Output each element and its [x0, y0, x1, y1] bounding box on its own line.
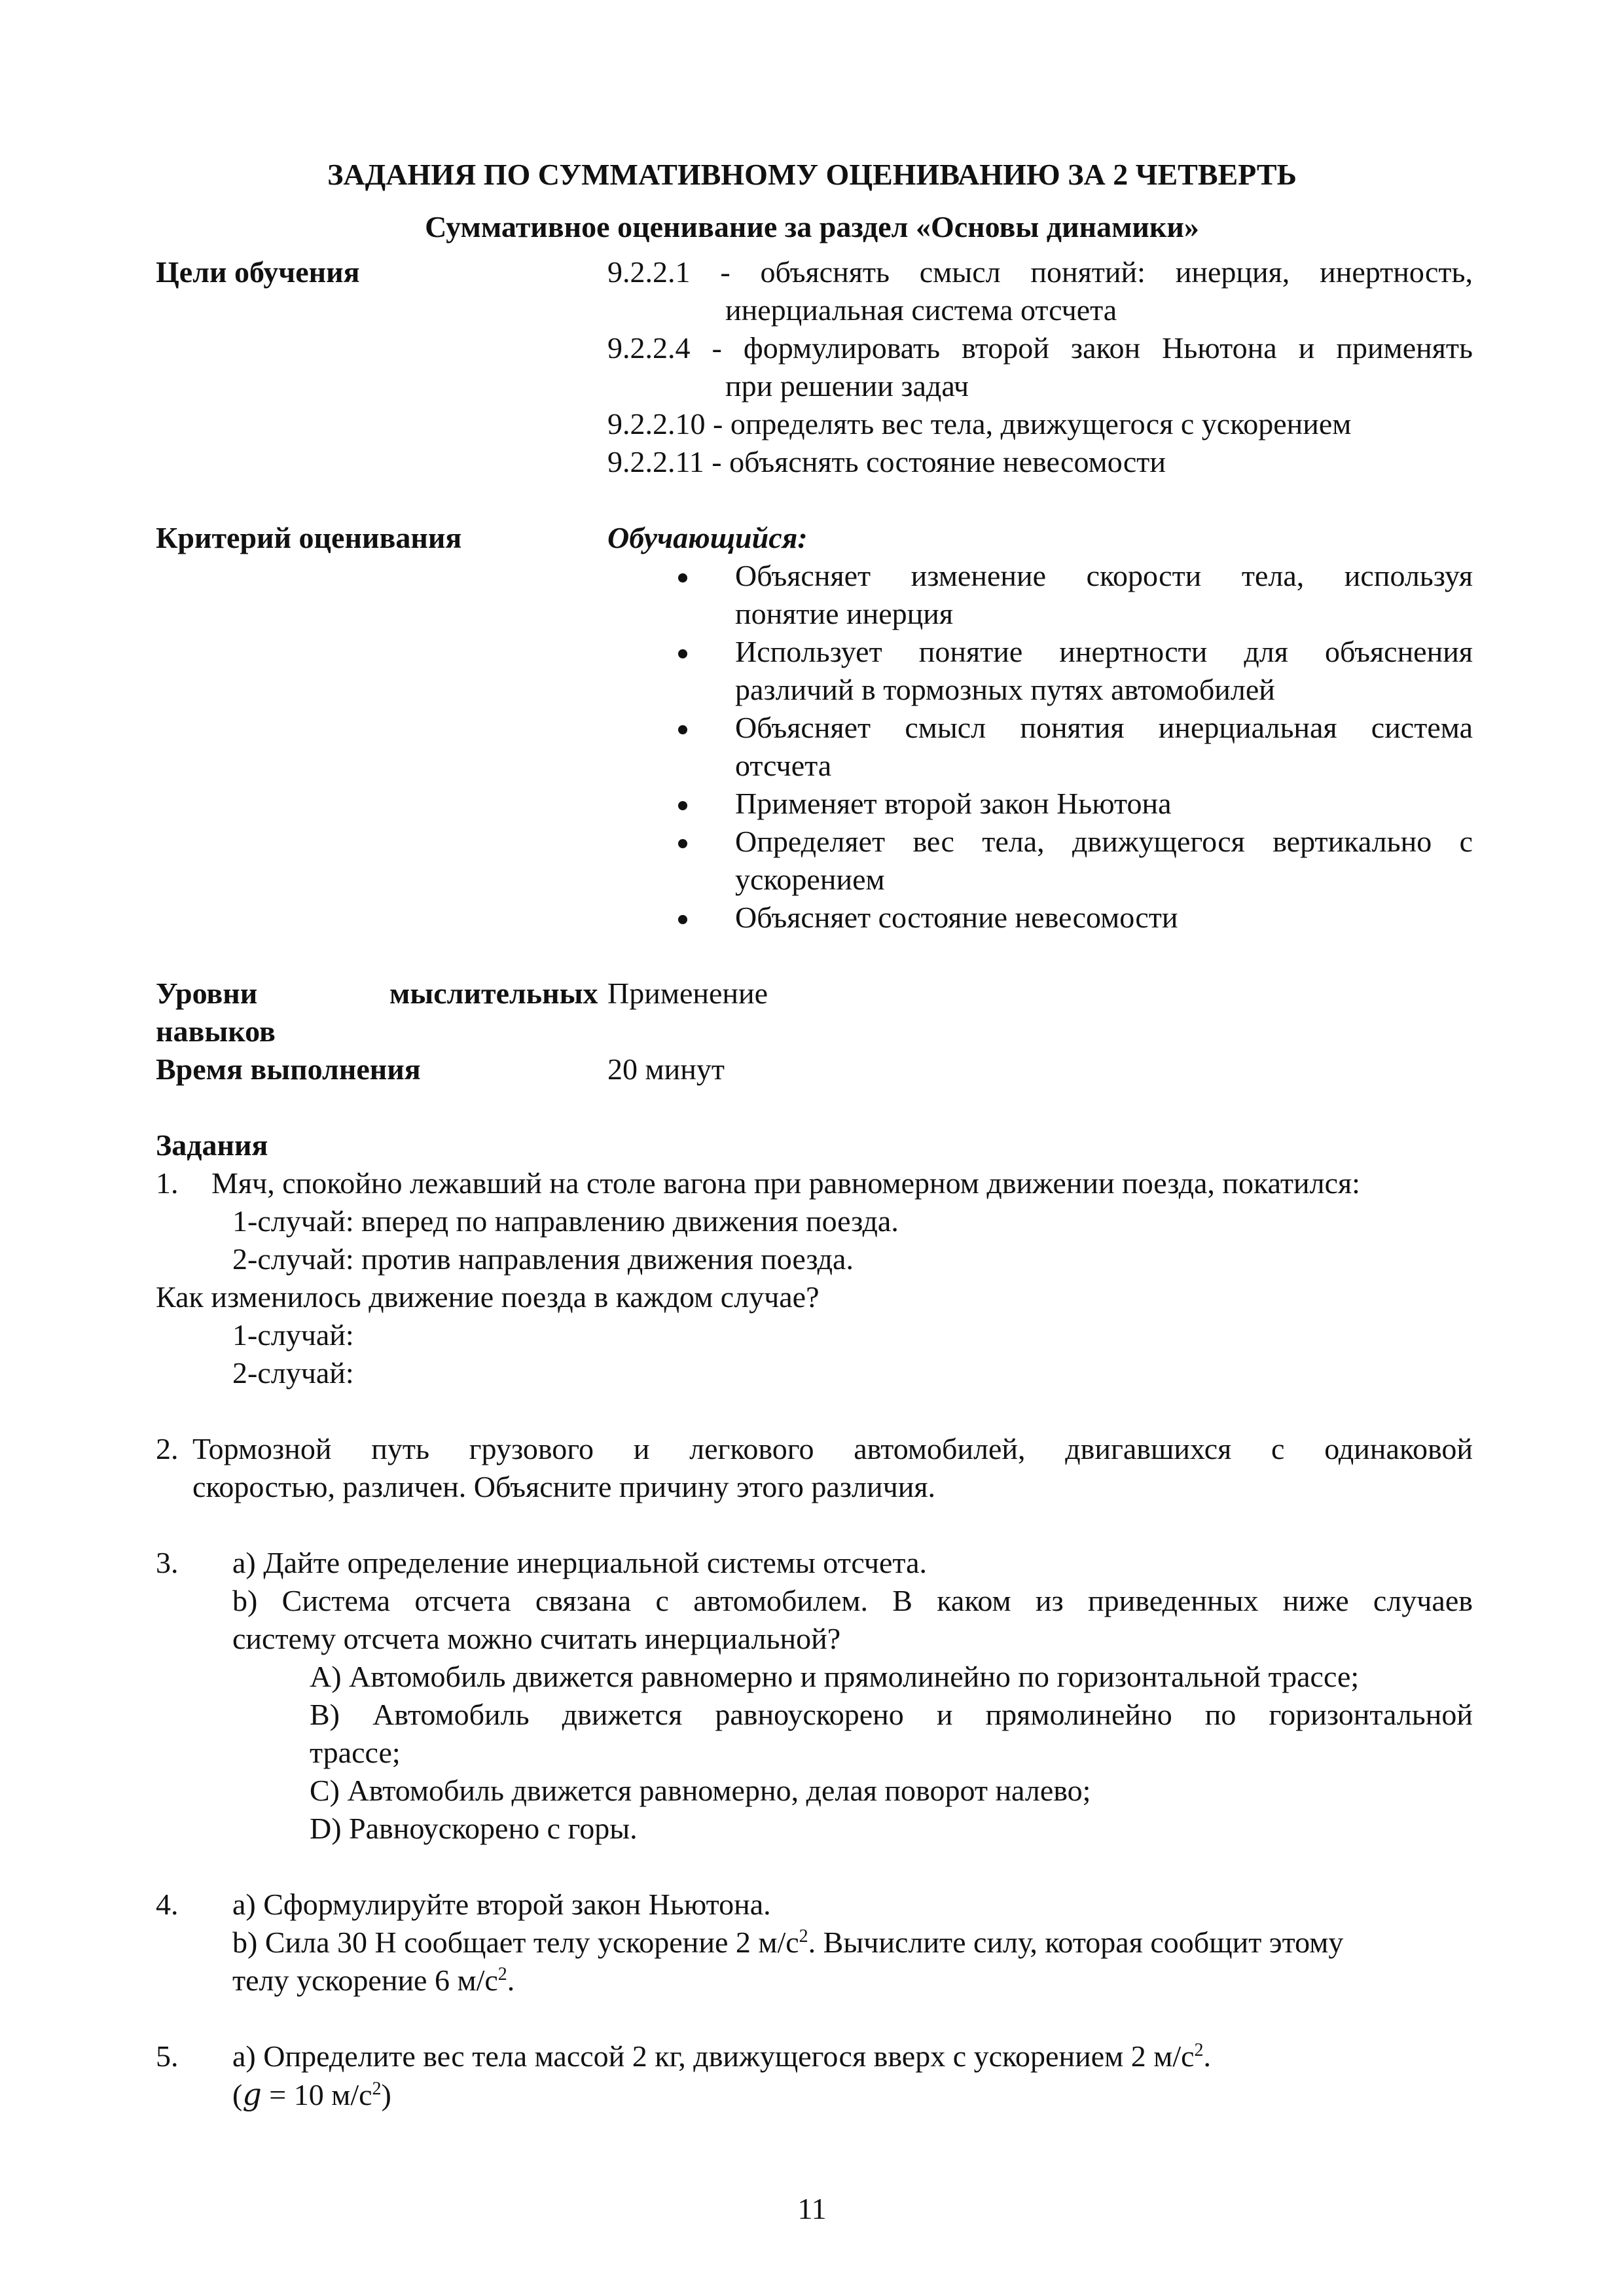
skills-value: Применение [607, 977, 768, 1010]
task-1-case-1: 1-случай: вперед по направлению движения поезда. [232, 1204, 899, 1238]
page-number: 11 [797, 2192, 827, 2225]
gravity-open-paren: ( [232, 2078, 243, 2111]
task-1-answer-1: 1-случай: [232, 1318, 354, 1352]
criteria-bullet-2: Использует понятие инертности для объяснения [735, 635, 1473, 668]
bullet-icon [678, 649, 687, 658]
task-5-exponent: 2 [1194, 2040, 1204, 2060]
task-3-part-a: a) Дайте определение инерциальной системы отсчета. [232, 1546, 927, 1579]
task-4-part-b-text: b) Сила 30 Н сообщает телу ускорение 2 м/с [232, 1926, 799, 1959]
criteria-bullet-1: Объясняет изменение скорости тела, используя [735, 559, 1473, 592]
task-1-answer-2: 2-случай: [232, 1356, 354, 1390]
criteria-bullet-1-cont: понятие инерция [735, 597, 954, 630]
task-3-option-d: D) Равноускорено с горы. [310, 1812, 638, 1845]
tasks-heading: Задания [156, 1128, 268, 1162]
document-subtitle: Суммативное оценивание за раздел «Основы динамики» [425, 210, 1199, 243]
task-4-part-a: a) Сформулируйте второй закон Ньютона. [232, 1888, 771, 1921]
task-3-option-a: A) Автомобиль движется равномерно и прямолинейно по горизонтальной трассе; [310, 1660, 1360, 1693]
criteria-bullet-4: Применяет второй закон Ньютона [735, 787, 1172, 820]
task-5-part-a-text: a) Определите вес тела массой 2 кг, движущегося вверх с ускорением 2 м/с [232, 2039, 1195, 2073]
task-2-line-1: Тормозной путь грузового и легкового автомобилей, двигавшихся с одинаковой [192, 1432, 1473, 1465]
task-3-part-b-line-2: систему отсчета можно считать инерциальной? [232, 1622, 841, 1655]
gravity-value: = 10 м/с [261, 2078, 372, 2111]
task-4-part-b-text-cont: . Вычислите силу, которая сообщит этому [808, 1926, 1344, 1959]
task-4-number: 4. [156, 1888, 179, 1921]
bullet-icon [678, 801, 687, 810]
task-3-number: 3. [156, 1546, 179, 1579]
criteria-intro: Обучающийся: [607, 521, 808, 554]
task-3-option-b-line-1: B) Автомобиль движется равноускорено и прямолинейно по горизонтальной [310, 1698, 1473, 1731]
criteria-bullet-5: Определяет вес тела, движущегося вертикально с [735, 825, 1473, 858]
time-value: 20 минут [607, 1052, 725, 1086]
goal-item-2-cont: при решении задач [725, 369, 969, 403]
task-4-exponent-2: 2 [497, 1964, 507, 1984]
bullet-icon [678, 725, 687, 734]
task-5-part-a-end: . [1203, 2039, 1212, 2073]
skills-label-line2: навыков [156, 1014, 276, 1048]
bullet-icon [678, 839, 687, 848]
skills-label-word2: мыслительных [389, 977, 598, 1010]
task-2-line-2: скоростью, различен. Объясните причину этого различия. [192, 1470, 935, 1503]
goal-item-2: 9.2.2.4 - формулировать второй закон Ньютона и применять [607, 331, 1473, 365]
criteria-label: Критерий оценивания [156, 521, 462, 554]
task-1-case-2: 2-случай: против направления движения поезда. [232, 1242, 854, 1276]
task-4-part-b-line-2 [232, 1962, 514, 2000]
bullet-icon [678, 915, 687, 924]
time-label: Время выполнения [156, 1052, 421, 1086]
criteria-bullet-6: Объясняет состояние невесомости [735, 901, 1178, 934]
goal-item-1-cont: инерциальная система отсчета [725, 293, 1117, 327]
task-2-number: 2. [156, 1432, 179, 1465]
gravity-close-paren: ) [381, 2078, 391, 2111]
task-1-text: Мяч, спокойно лежавший на столе вагона при равномерном движении поезда, покатился: [211, 1166, 1360, 1200]
document-title: ЗАДАНИЯ ПО СУММАТИВНОМУ ОЦЕНИВАНИЮ ЗА 2 ЧЕТВЕРТЬ [327, 158, 1297, 191]
task-5-number: 5. [156, 2039, 179, 2073]
goal-item-4: 9.2.2.11 - объяснять состояние невесомости [607, 445, 1166, 478]
task-3-part-b-line-1: b) Система отсчета связана с автомобилем. В каком из приведенных ниже случаев [232, 1584, 1473, 1617]
task-1-number: 1. [156, 1166, 179, 1200]
criteria-bullet-3-cont: отсчета [735, 749, 832, 782]
task-4-exponent: 2 [799, 1926, 808, 1946]
task-4-part-b-line-2-end: . [507, 1964, 515, 1997]
gravity-exponent: 2 [372, 2079, 382, 2099]
task-5-gravity-note [232, 2075, 391, 2114]
task-3-option-b-line-2: трассе; [310, 1736, 401, 1769]
goal-item-3: 9.2.2.10 - определять вес тела, движущегося с ускорением [607, 407, 1352, 440]
goal-item-1: 9.2.2.1 - объяснять смысл понятий: инерция, инертность, [607, 255, 1473, 289]
criteria-bullet-3: Объясняет смысл понятия инерциальная система [735, 711, 1473, 744]
skills-label-word1: Уровни [156, 977, 258, 1010]
bullet-icon [678, 573, 687, 583]
task-3-option-c: C) Автомобиль движется равномерно, делая поворот налево; [310, 1774, 1091, 1807]
criteria-bullet-5-cont: ускорением [735, 863, 885, 896]
task-4-part-b-line-1 [232, 1924, 1473, 1962]
task-4-part-b-line-2-text: телу ускорение 6 м/с [232, 1964, 498, 1997]
gravity-variable: g [242, 2077, 262, 2112]
task-1-question: Как изменилось движение поезда в каждом случае? [156, 1280, 820, 1314]
criteria-bullet-2-cont: различий в тормозных путях автомобилей [735, 673, 1275, 706]
goals-label: Цели обучения [156, 255, 360, 289]
task-5-part-a-line-1 [232, 2037, 1211, 2075]
